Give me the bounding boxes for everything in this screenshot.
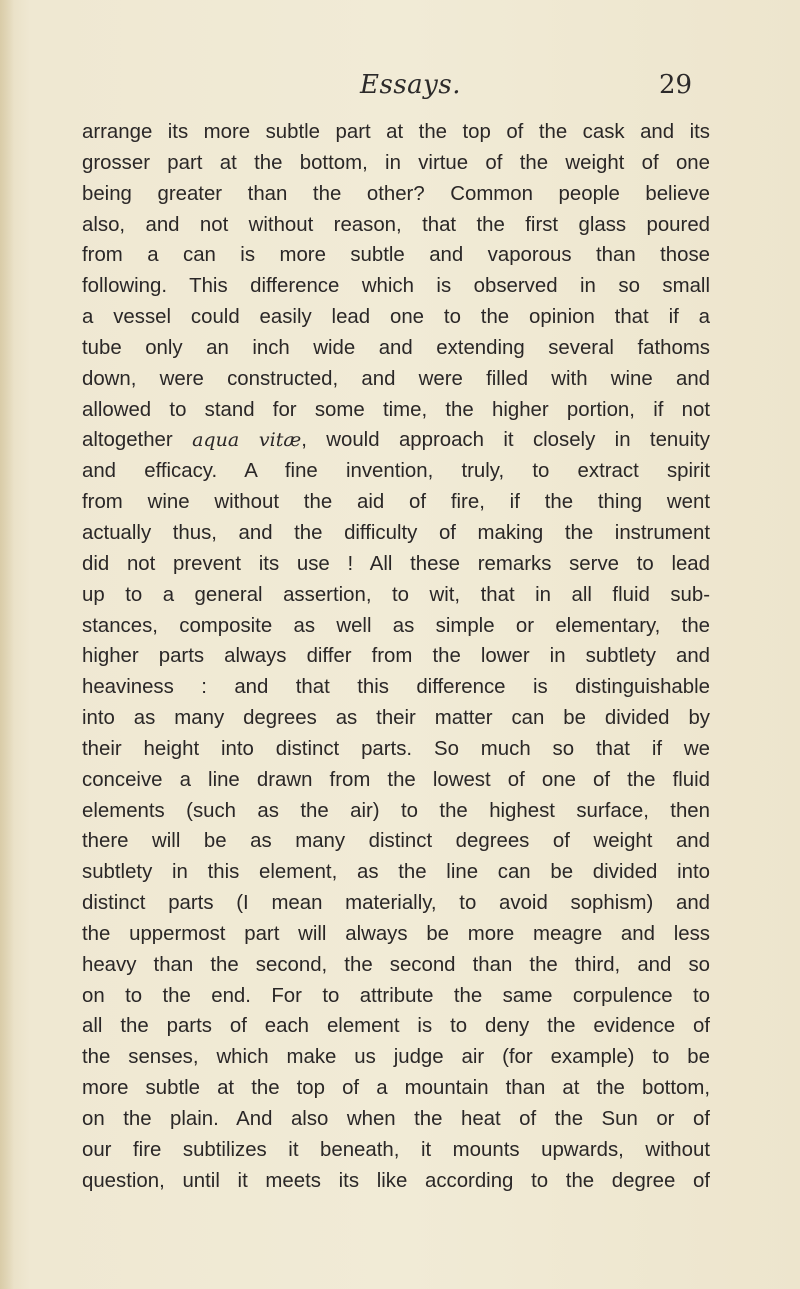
text-line: our fire subtilizes it beneath, it mounts upwards, without bbox=[82, 1138, 710, 1161]
text-line: distinct parts (I mean materially, to avoid sophism) and bbox=[82, 892, 710, 915]
text-line: actually thus, and the difficulty of making the instrument bbox=[82, 521, 710, 544]
text-line: arrange its more subtle part at the top of the cask and its bbox=[82, 121, 710, 143]
text-line: all the parts of each element is to deny the evidence of bbox=[82, 1015, 710, 1038]
text-line: from wine without the aid of fire, if the thing went bbox=[82, 491, 710, 514]
text-line: on the plain. And also when the heat of the Sun or of bbox=[82, 1108, 710, 1130]
text-line: being greater than the other? Common people believe bbox=[82, 182, 710, 205]
text-line: their height into distinct parts. So much so that if we bbox=[82, 737, 710, 760]
text-line: more subtle at the top of a mountain than at the bottom, bbox=[82, 1077, 710, 1100]
text-line: on to the end. For to attribute the same corpulence to bbox=[82, 984, 710, 1007]
text-line: higher parts always differ from the lower in subtlety and bbox=[82, 645, 710, 668]
text-line-with-italic bbox=[82, 425, 710, 456]
text-line: down, were constructed, and were filled with wine and bbox=[82, 367, 710, 390]
page-number: 29 bbox=[659, 70, 693, 100]
text-line: allowed to stand for some time, the higher portion, if not bbox=[82, 398, 710, 421]
text-line: and efficacy. A fine invention, truly, to extract spirit bbox=[82, 460, 710, 483]
text-line: a vessel could easily lead one to the opinion that if a bbox=[82, 306, 710, 329]
text-line: stances, composite as well as simple or elementary, the bbox=[82, 614, 710, 637]
text-line: into as many degrees as their matter can be divided by bbox=[82, 707, 710, 730]
line-segment: , would approach it closely in tenuity bbox=[301, 429, 710, 452]
text-line: conceive a line drawn from the lowest of one of the fluid bbox=[82, 768, 710, 791]
text-line: heaviness : and that this difference is distinguishable bbox=[82, 676, 710, 699]
text-line: subtlety in this element, as the line can be divided into bbox=[82, 861, 710, 884]
binding-shadow bbox=[0, 0, 14, 1289]
text-line: question, until it meets its like according to the degree of bbox=[82, 1169, 710, 1192]
italic-term: aqua vitæ bbox=[192, 429, 302, 452]
text-line: the uppermost part will always be more meagre and less bbox=[82, 922, 710, 945]
text-line: there will be as many distinct degrees of weight and bbox=[82, 830, 710, 853]
text-line: did not prevent its use ! All these remarks serve to lead bbox=[82, 552, 710, 575]
running-title: Essays. bbox=[360, 70, 461, 100]
text-line: following. This difference which is observed in so small bbox=[82, 275, 710, 298]
text-line: the senses, which make us judge air (for example) to be bbox=[82, 1046, 710, 1069]
text-line: from a can is more subtle and vaporous than those bbox=[82, 244, 710, 267]
text-line: grosser part at the bottom, in virtue of the weight of one bbox=[82, 151, 710, 174]
text-line: heavy than the second, the second than the third, and so bbox=[82, 953, 710, 976]
text-line: elements (such as the air) to the highest surface, then bbox=[82, 799, 710, 822]
line-segment: altogether bbox=[82, 429, 193, 452]
body-text bbox=[82, 117, 710, 1197]
text-line: up to a general assertion, to wit, that in all fluid sub- bbox=[82, 583, 710, 606]
text-line: also, and not without reason, that the first glass poured bbox=[82, 213, 710, 236]
text-line: tube only an inch wide and extending several fathoms bbox=[82, 336, 710, 359]
